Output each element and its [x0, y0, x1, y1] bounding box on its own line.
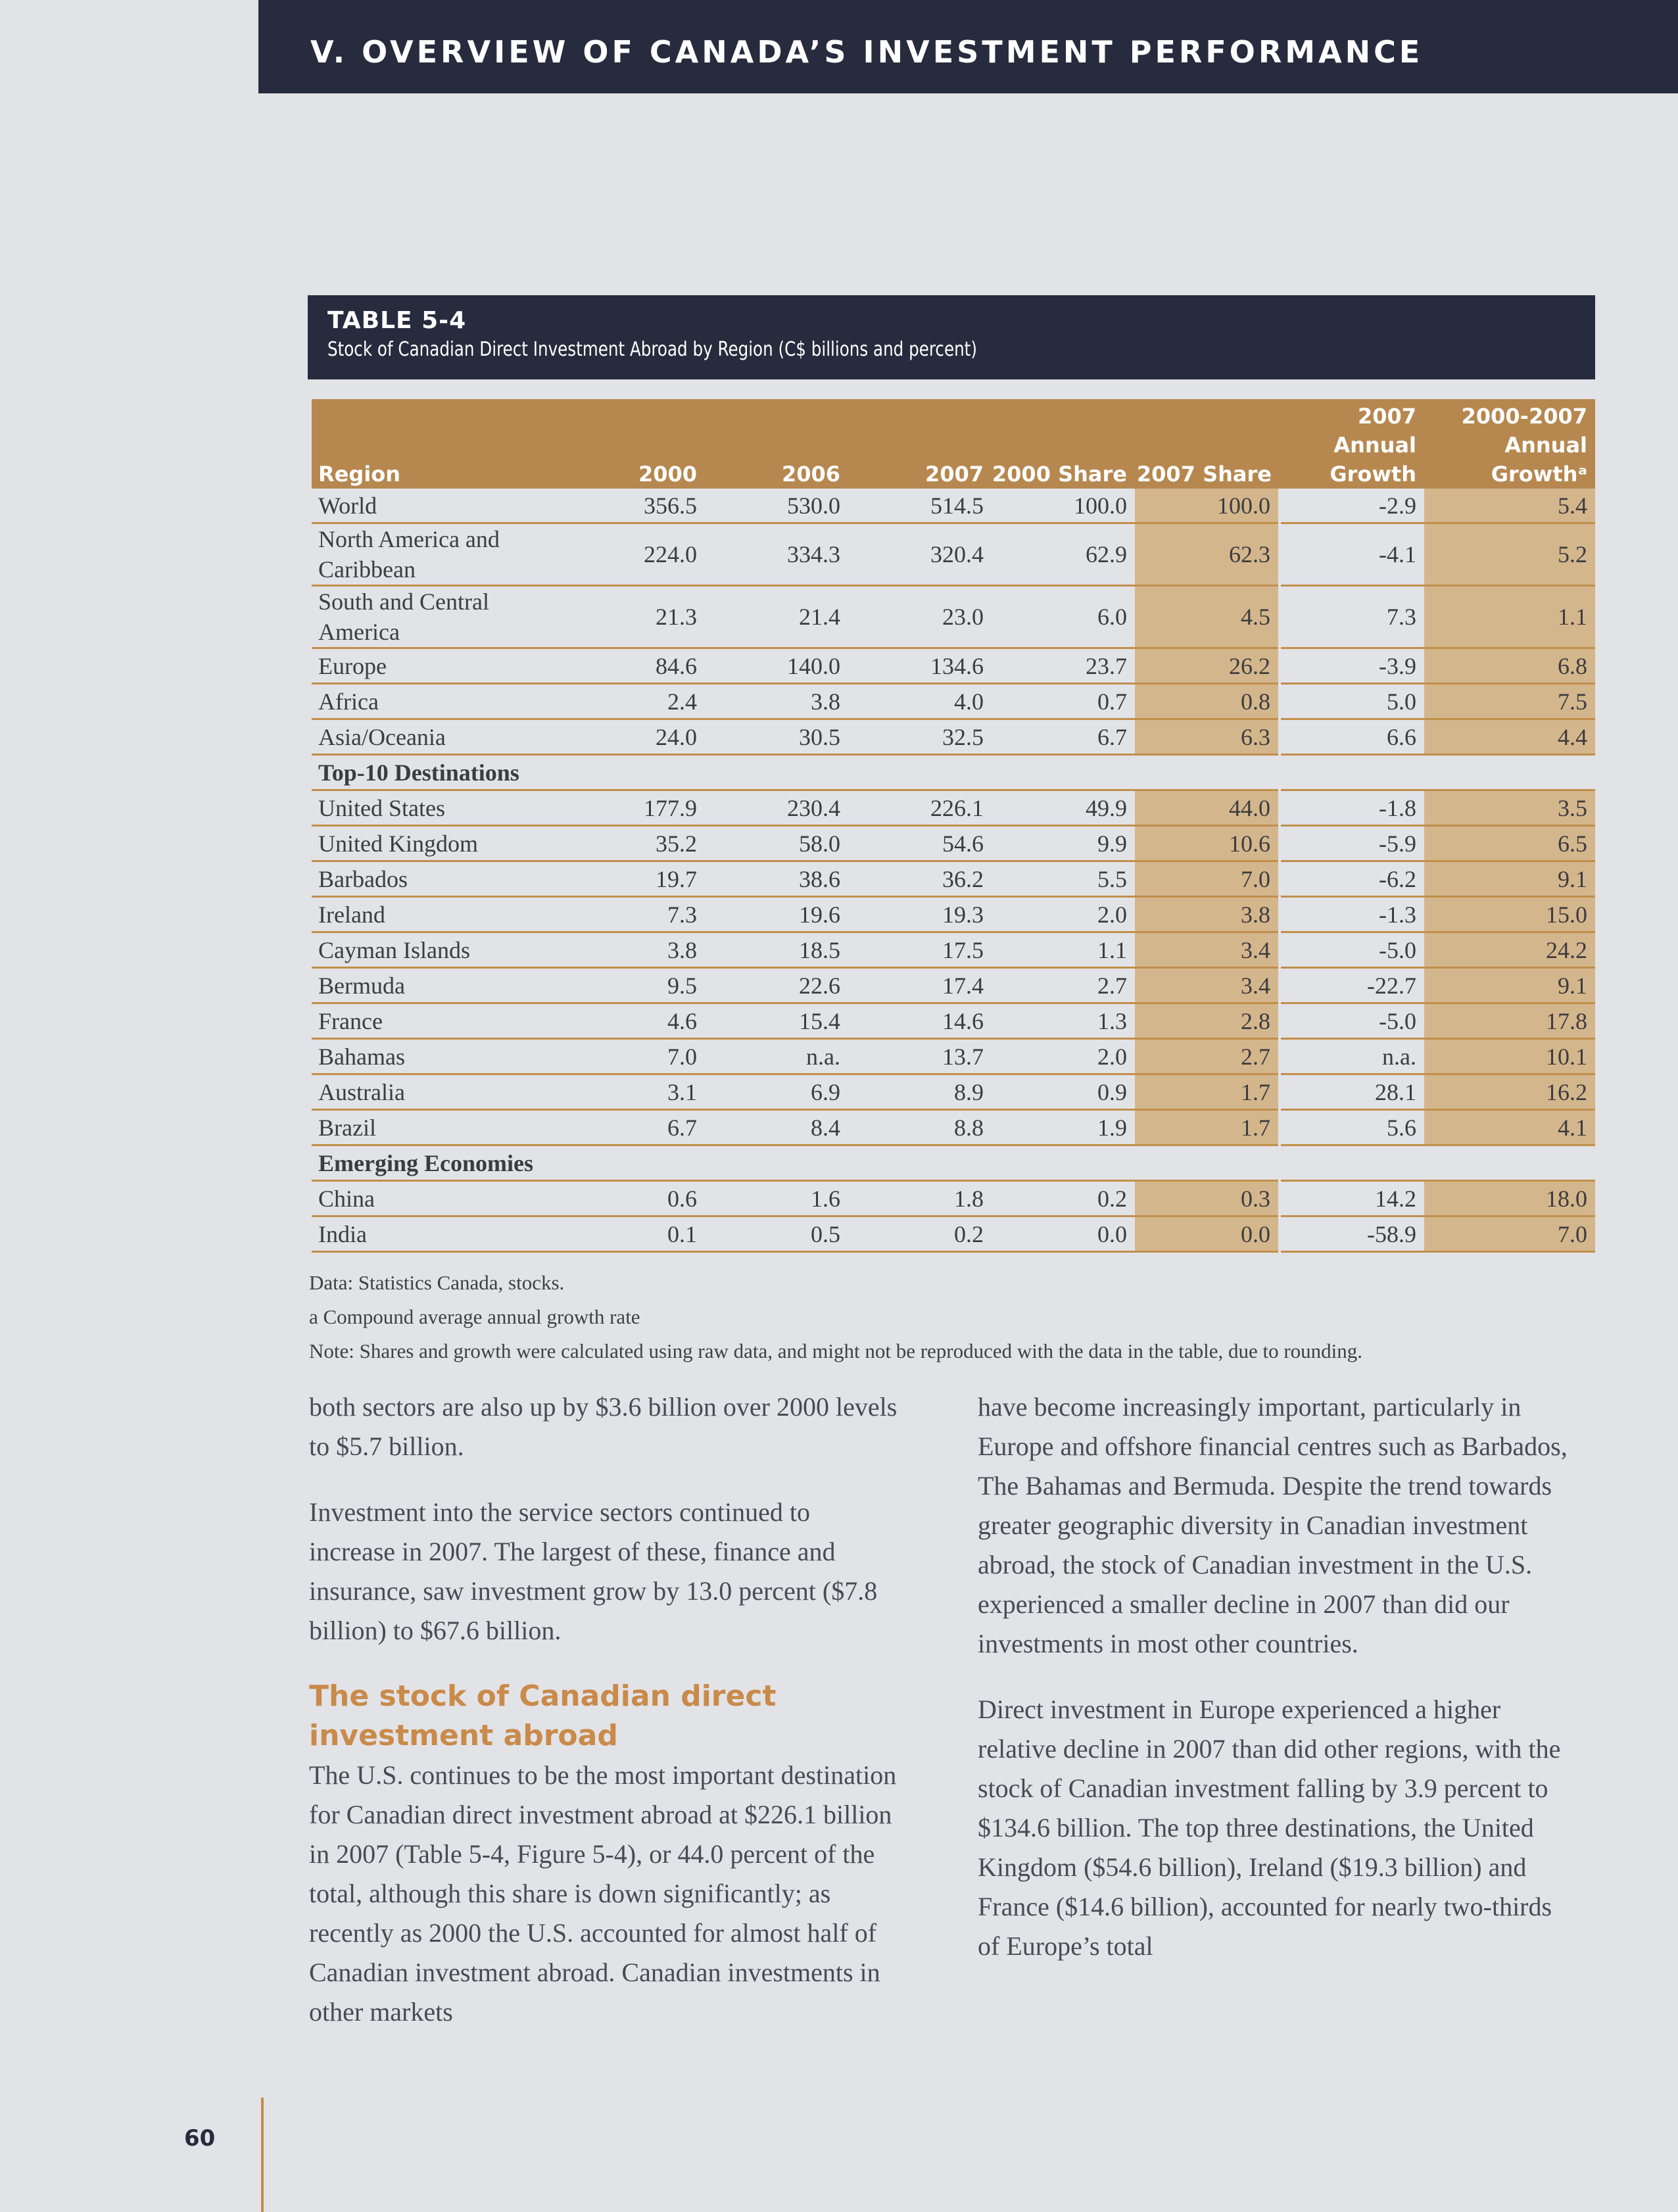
row-label: United Kingdom [312, 826, 575, 861]
paragraph: Direct investment in Europe experienced a higher relative decline in 2007 than did other regions, with the stock of Canadian investment falling by 3.9 percent to $134.6 billion. The top three destinations, the United Kingdom ($54.6 billion), Ireland ($19.3 billion) and France ($14.6 billion), accounted for nearly two-thirds of Europe’s total [978, 1695, 1561, 1961]
table-cell: 0.9 [992, 1074, 1135, 1110]
footnote-a: a Compound average annual growth rate [309, 1305, 640, 1328]
row-label: Australia [312, 1074, 575, 1110]
table-cell: 6.0 [992, 586, 1135, 648]
table-cell: 9.9 [992, 826, 1135, 861]
table-row [312, 684, 1595, 719]
table-cell: 22.6 [705, 968, 848, 1003]
table-cell: 0.3 [1135, 1181, 1280, 1216]
table-cell: 8.4 [705, 1110, 848, 1145]
table-cell: 2.0 [992, 1039, 1135, 1074]
table-cell: 0.0 [1135, 1216, 1280, 1252]
table-cell: 2.4 [575, 684, 705, 719]
table-cell: 5.0 [1280, 684, 1424, 719]
column-header: Region [312, 399, 575, 489]
table-cell: -3.9 [1280, 648, 1424, 684]
paragraph: Investment into the service sectors continued to increase in 2007. The largest of these, finance and insurance, saw investment grow by 13.0 percent ($7.8 billion) to $67.6 billion. [309, 1497, 878, 1645]
paragraph: have become increasingly important, particularly in Europe and offshore financial centres such as Barbados, The Bahamas and Bermuda. Despite the trend towards greater geographic diversity in Canadian investment abroad, the stock of Canadian investment in the U.S. experienced a smaller decline in 2007 than did our investments in most other countries. [978, 1392, 1568, 1658]
table-cell: 10.1 [1424, 1039, 1595, 1074]
table-cell: 10.6 [1135, 826, 1280, 861]
table-cell: 18.0 [1424, 1181, 1595, 1216]
table-cell: 23.0 [848, 586, 992, 648]
table-cell: 134.6 [848, 648, 992, 684]
table-cell: 530.0 [705, 489, 848, 523]
section-row [312, 755, 1595, 790]
table-row [312, 1074, 1595, 1110]
table-cell: 5.5 [992, 861, 1135, 897]
table-cell: n.a. [705, 1039, 848, 1074]
column-header: 2000 Share [992, 399, 1135, 489]
table-cell: 58.0 [705, 826, 848, 861]
paragraph: The U.S. continues to be the most important destination for Canadian direct investment abroad at $226.1 billion in 2007 (Table 5-4, Figure 5-4), or 44.0 percent of the total, although this share is down significantly; as recently as 2000 the U.S. accounted for almost half of Canadian investment abroad. Canadian investments in other markets [309, 1760, 897, 2027]
table-notes [309, 1266, 1624, 1368]
table-cell: 6.5 [1424, 826, 1595, 861]
row-label: World [312, 489, 575, 523]
table-caption: Stock of Canadian Direct Investment Abroad by Region (C$ billions and percent) [327, 338, 977, 361]
table-cell: 0.2 [848, 1216, 992, 1252]
table-cell: 2.0 [992, 897, 1135, 932]
table-cell: 226.1 [848, 790, 992, 826]
table-cell: 19.3 [848, 897, 992, 932]
table-cell: 5.4 [1424, 489, 1595, 523]
table-cell: 2.7 [1135, 1039, 1280, 1074]
table-cell: 2.7 [992, 968, 1135, 1003]
table-cell: 4.1 [1424, 1110, 1595, 1145]
table-cell: 1.1 [992, 932, 1135, 968]
table-cell: 8.8 [848, 1110, 992, 1145]
table-cell: 7.0 [1135, 861, 1280, 897]
table-cell: -22.7 [1280, 968, 1424, 1003]
row-label: Asia/Oceania [312, 719, 575, 755]
table-row [312, 968, 1595, 1003]
row-label: France [312, 1003, 575, 1039]
column-header: 2007 [848, 399, 992, 489]
table-cell: -2.9 [1280, 489, 1424, 523]
table-cell: 19.7 [575, 861, 705, 897]
table-cell: 62.3 [1135, 523, 1280, 586]
table-cell: -5.0 [1280, 932, 1424, 968]
table-label: TABLE 5-4 [327, 307, 467, 334]
table-cell: 6.8 [1424, 648, 1595, 684]
section-row [312, 1145, 1595, 1181]
section-heading: The stock of Canadian direct investment abroad [309, 1679, 777, 1752]
table-cell: 19.6 [705, 897, 848, 932]
table-cell: -58.9 [1280, 1216, 1424, 1252]
table-row [312, 1181, 1595, 1216]
column-header: 2007 Annual Growth [1280, 399, 1424, 489]
table-cell: 1.6 [705, 1181, 848, 1216]
table-cell: 6.6 [1280, 719, 1424, 755]
table-row [312, 648, 1595, 684]
table-cell: 35.2 [575, 826, 705, 861]
table-cell: 230.4 [705, 790, 848, 826]
table-cell: 21.4 [705, 586, 848, 648]
column-header: 2000 [575, 399, 705, 489]
table-row [312, 1039, 1595, 1074]
table-cell: 13.7 [848, 1039, 992, 1074]
table-cell: 9.1 [1424, 968, 1595, 1003]
investment-table [312, 399, 1595, 1253]
table-cell: 2.8 [1135, 1003, 1280, 1039]
rounding-note: Note: Shares and growth were calculated using raw data, and might not be reproduced with the data in the table, due to rounding. [309, 1339, 1363, 1362]
row-label: Europe [312, 648, 575, 684]
data-source-note: Data: Statistics Canada, stocks. [309, 1271, 565, 1294]
table-cell: 3.8 [705, 684, 848, 719]
table-cell: 30.5 [705, 719, 848, 755]
table-cell: 17.8 [1424, 1003, 1595, 1039]
table-cell: 7.0 [1424, 1216, 1595, 1252]
row-label: Bahamas [312, 1039, 575, 1074]
table-cell: 514.5 [848, 489, 992, 523]
table-cell: 24.2 [1424, 932, 1595, 968]
table-cell: 5.2 [1424, 523, 1595, 586]
table-cell: -1.3 [1280, 897, 1424, 932]
table-row [312, 826, 1595, 861]
table-cell: 0.7 [992, 684, 1135, 719]
table-row [312, 523, 1595, 586]
table-cell: 224.0 [575, 523, 705, 586]
table-cell: 3.1 [575, 1074, 705, 1110]
table-cell: 5.6 [1280, 1110, 1424, 1145]
table-cell: 8.9 [848, 1074, 992, 1110]
table-row [312, 790, 1595, 826]
table-cell: 28.1 [1280, 1074, 1424, 1110]
table-cell: 24.0 [575, 719, 705, 755]
table-cell: 15.4 [705, 1003, 848, 1039]
table-cell: 7.3 [575, 897, 705, 932]
row-label: Africa [312, 684, 575, 719]
table-cell: 356.5 [575, 489, 705, 523]
table-cell: 23.7 [992, 648, 1135, 684]
page-rule [261, 2098, 264, 2212]
table-cell: 140.0 [705, 648, 848, 684]
section-label: Emerging Economies [312, 1145, 1595, 1181]
table-cell: 14.6 [848, 1003, 992, 1039]
table-cell: 9.5 [575, 968, 705, 1003]
table-cell: 32.5 [848, 719, 992, 755]
table-cell: 0.2 [992, 1181, 1135, 1216]
chapter-title: V. OVERVIEW OF CANADA’S INVESTMENT PERFORMANCE [310, 34, 1424, 70]
row-label: Ireland [312, 897, 575, 932]
row-label: South and Central America [312, 586, 575, 648]
table-cell: 100.0 [1135, 489, 1280, 523]
table-cell: 3.5 [1424, 790, 1595, 826]
section-label: Top-10 Destinations [312, 755, 1595, 790]
table-row [312, 489, 1595, 523]
table-cell: 18.5 [705, 932, 848, 968]
table-cell: 6.3 [1135, 719, 1280, 755]
table-cell: 16.2 [1424, 1074, 1595, 1110]
table-cell: 1.3 [992, 1003, 1135, 1039]
table-cell: 4.0 [848, 684, 992, 719]
table-row [312, 1110, 1595, 1145]
table-title-box [308, 295, 1595, 379]
table-cell: 6.7 [992, 719, 1135, 755]
table-cell: 0.1 [575, 1216, 705, 1252]
table-cell: 6.7 [575, 1110, 705, 1145]
table-cell: 4.4 [1424, 719, 1595, 755]
column-header: 2006 [705, 399, 848, 489]
table-row [312, 719, 1595, 755]
table-cell: 3.4 [1135, 968, 1280, 1003]
table-cell: 62.9 [992, 523, 1135, 586]
row-label: Cayman Islands [312, 932, 575, 968]
table-row [312, 897, 1595, 932]
column-header: 2000-2007 Annual Growthᵃ [1424, 399, 1595, 489]
table-cell: 1.7 [1135, 1110, 1280, 1145]
table-cell: 7.0 [575, 1039, 705, 1074]
body-column-right [978, 1387, 1570, 1992]
table-cell: -6.2 [1280, 861, 1424, 897]
table-cell: 3.8 [1135, 897, 1280, 932]
row-label: Brazil [312, 1110, 575, 1145]
table-cell: 21.3 [575, 586, 705, 648]
table-cell: -5.9 [1280, 826, 1424, 861]
table-cell: 1.7 [1135, 1074, 1280, 1110]
table-cell: 7.3 [1280, 586, 1424, 648]
row-label: Barbados [312, 861, 575, 897]
row-label: India [312, 1216, 575, 1252]
table-cell: 177.9 [575, 790, 705, 826]
row-label: China [312, 1181, 575, 1216]
table-cell: 0.6 [575, 1181, 705, 1216]
table-cell: 0.0 [992, 1216, 1135, 1252]
table-cell: 38.6 [705, 861, 848, 897]
table-cell: 54.6 [848, 826, 992, 861]
table-row [312, 1003, 1595, 1039]
table-cell: 7.5 [1424, 684, 1595, 719]
page-number: 60 [184, 2125, 216, 2152]
table-cell: 84.6 [575, 648, 705, 684]
table-cell: 1.9 [992, 1110, 1135, 1145]
table-cell: n.a. [1280, 1039, 1424, 1074]
table-cell: 334.3 [705, 523, 848, 586]
paragraph: both sectors are also up by $3.6 billion over 2000 levels to $5.7 billion. [309, 1392, 898, 1461]
row-label: United States [312, 790, 575, 826]
table-cell: 320.4 [848, 523, 992, 586]
table-cell: 15.0 [1424, 897, 1595, 932]
table-cell: 17.4 [848, 968, 992, 1003]
table-cell: 6.9 [705, 1074, 848, 1110]
table-row [312, 861, 1595, 897]
body-column-left [309, 1387, 901, 2058]
table-cell: 3.8 [575, 932, 705, 968]
table-cell: 44.0 [1135, 790, 1280, 826]
table-cell: 4.5 [1135, 586, 1280, 648]
table-cell: 1.1 [1424, 586, 1595, 648]
table-cell: 49.9 [992, 790, 1135, 826]
table-cell: 36.2 [848, 861, 992, 897]
table-row [312, 586, 1595, 648]
table-cell: 14.2 [1280, 1181, 1424, 1216]
table-cell: 1.8 [848, 1181, 992, 1216]
table-header-row [312, 399, 1595, 489]
table-row [312, 1216, 1595, 1252]
table-cell: 3.4 [1135, 932, 1280, 968]
column-header: 2007 Share [1135, 399, 1280, 489]
table-cell: 0.5 [705, 1216, 848, 1252]
table-cell: 4.6 [575, 1003, 705, 1039]
row-label: North America and Caribbean [312, 523, 575, 586]
row-label: Bermuda [312, 968, 575, 1003]
table-cell: 100.0 [992, 489, 1135, 523]
table-cell: 17.5 [848, 932, 992, 968]
table-cell: 9.1 [1424, 861, 1595, 897]
table-cell: -4.1 [1280, 523, 1424, 586]
table-cell: -1.8 [1280, 790, 1424, 826]
table-cell: 0.8 [1135, 684, 1280, 719]
table-cell: 26.2 [1135, 648, 1280, 684]
table-row [312, 932, 1595, 968]
table-cell: -5.0 [1280, 1003, 1424, 1039]
